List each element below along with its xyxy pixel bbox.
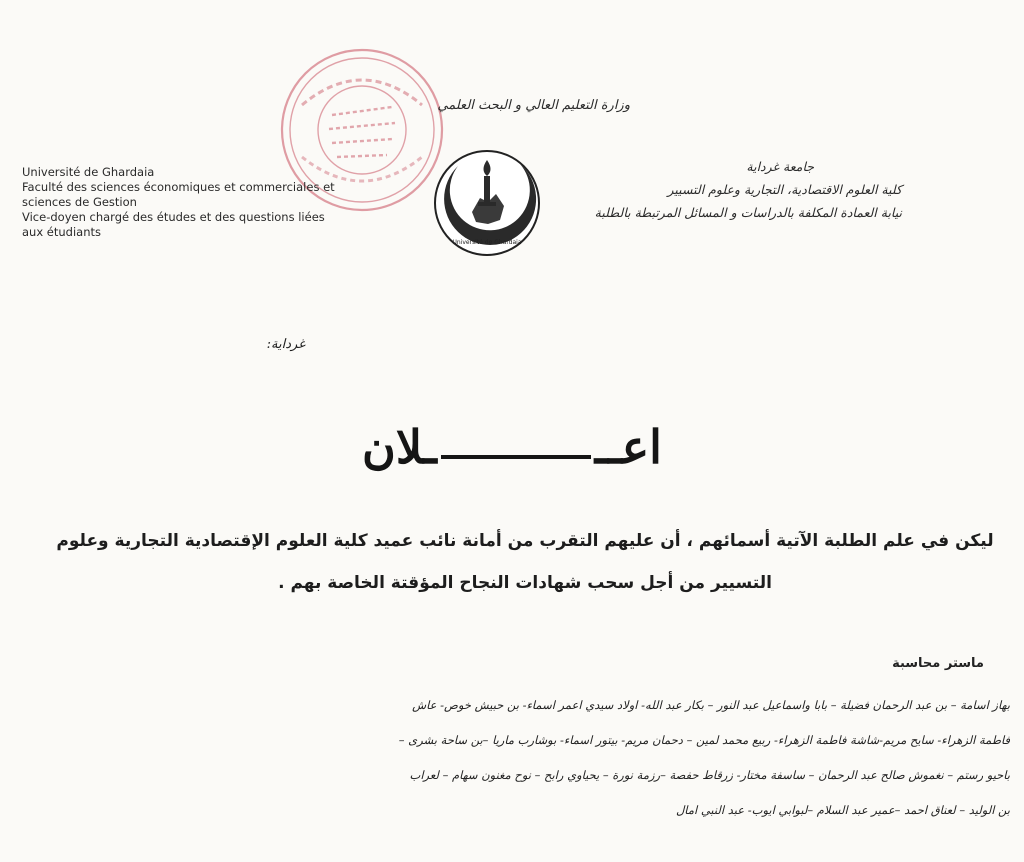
names-line: فاطمة الزهراء- سايح مريم-شاشة فاطمة الزهراء- ربيع محمد لمين – دحمان مريم- بيتور اسماء- بوشارب ماريا –بن ساحة بشرى – — [398, 733, 1010, 747]
announcement-line: التسيير من أجل سحب شهادات النجاح المؤقتة الخاصة بهم . — [278, 573, 772, 593]
french-header-line: Faculté des sciences économiques et commerciales et — [22, 180, 335, 194]
announcement-line: ليكن في علم الطلبة الآتية أسمائهم ، أن عليهم التقرب من أمانة نائب عميد كلية العلوم الإقتصادية التجارية وعلوم — [56, 531, 994, 551]
arabic-header — [594, 155, 902, 224]
section-title: ماستر محاسبة — [892, 656, 984, 671]
names-line: بهاز اسامة – بن عبد الرحمان فضيلة – بابا واسماعيل عبد النور – بكار عبد الله- اولاد سيدي اعمر اسماء- بن حبيش خوص- عاش — [412, 698, 1010, 712]
french-header-line: Vice-doyen chargé des études et des questions liées — [22, 210, 325, 224]
names-line: باحيو رستم – نغموش صالح عبد الرحمان – ساسفة مختار- زرقاط حفصة –رزمة نورة – يحياوي رابح – نوح مغنون سهام – لعراب — [409, 768, 1010, 782]
arabic-header-line: جامعة غرداية — [746, 159, 814, 174]
ministry-name: وزارة التعليم العالي و البحث العلمي — [437, 98, 630, 113]
french-header-line: Université de Ghardaia — [22, 165, 155, 179]
names-line: بن الوليد – لعناق احمد –عمير عبد السلام –لبوابي ايوب- عبد النبي امال — [675, 803, 1010, 817]
university-logo — [432, 148, 542, 258]
date-label: غرداية: — [266, 337, 305, 352]
announcement-title — [0, 420, 1024, 474]
arabic-header-line: كلية العلوم الاقتصادية، التجارية وعلوم التسيير — [667, 182, 902, 197]
title-end: ـلان — [362, 420, 437, 474]
french-header — [22, 165, 402, 240]
arabic-header-line: نيابة العمادة المكلفة بالدراسات و المسائل المرتبطة بالطلبة — [594, 205, 902, 220]
title-start: اعــ — [594, 420, 662, 474]
french-header-line: sciences de Gestion — [22, 195, 137, 209]
french-header-line: aux étudiants — [22, 225, 102, 239]
names-list — [14, 688, 1010, 828]
title-stretch — [441, 455, 591, 459]
logo-caption: Université de Ghardaia — [452, 239, 522, 246]
announcement-body — [50, 520, 1000, 604]
